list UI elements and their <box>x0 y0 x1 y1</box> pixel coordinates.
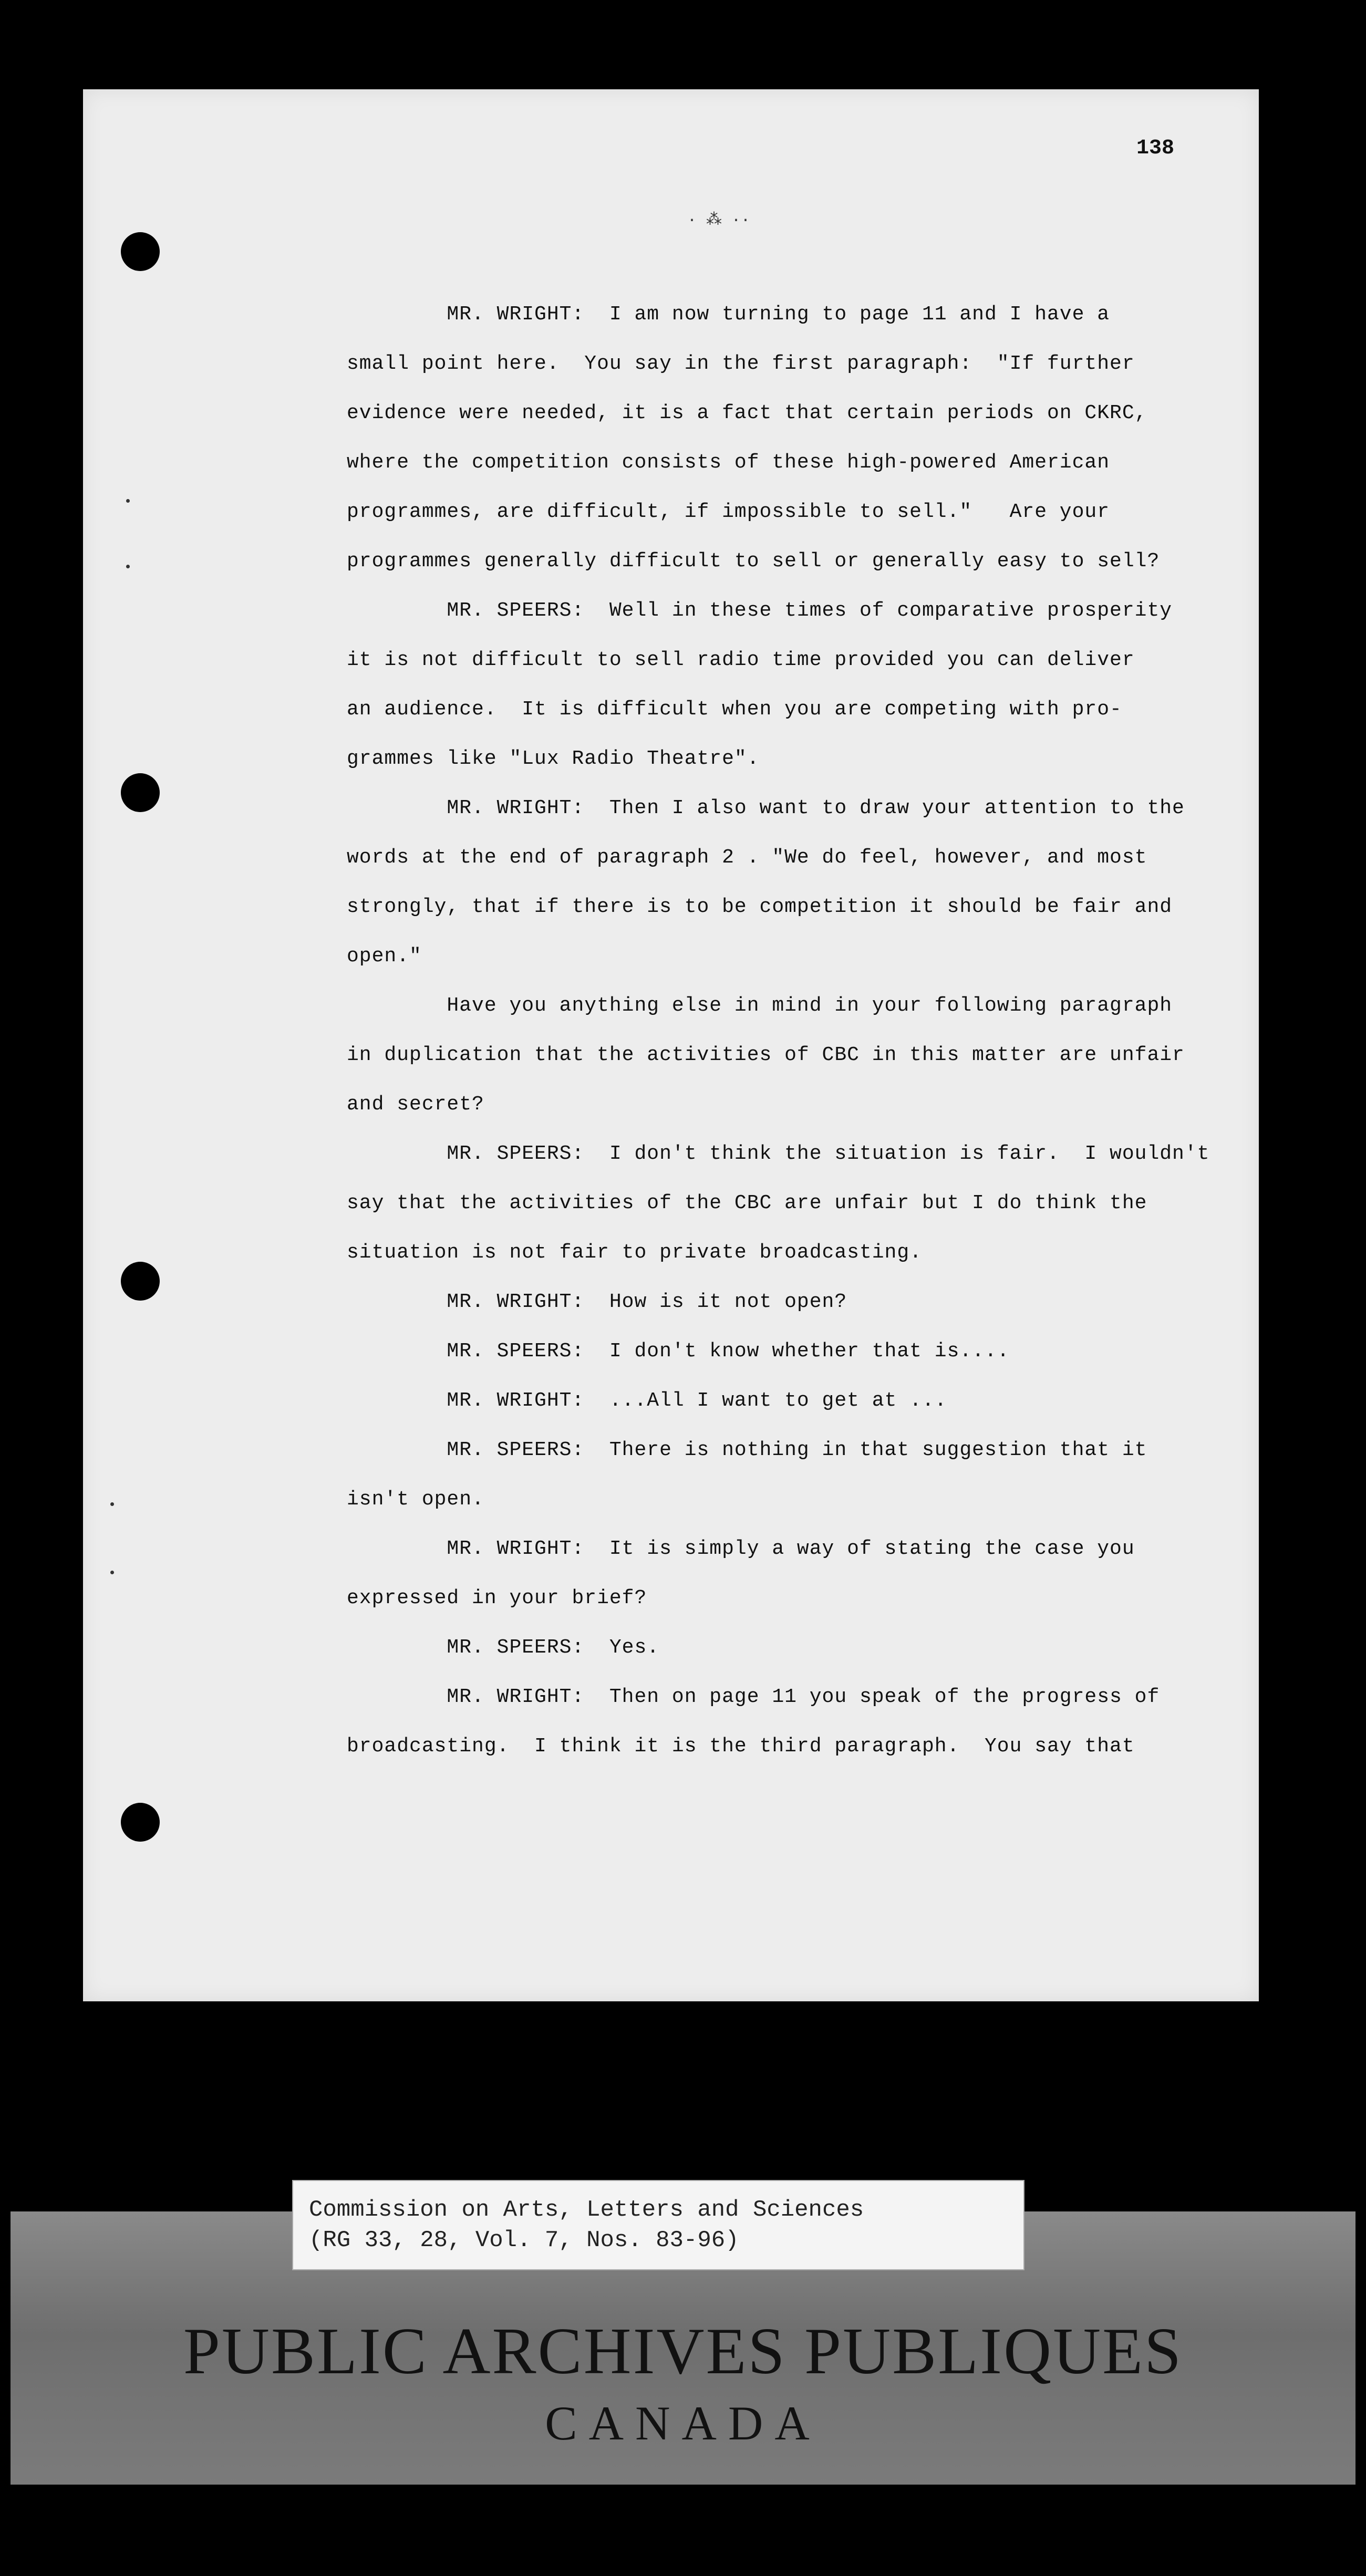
text-line: Have you anything else in mind in your following paragraph <box>347 994 1173 1017</box>
text-line: small point here. You say in the first paragraph: "If further <box>347 352 1135 375</box>
text-line: say that the activities of the CBC are unfair but I do think the <box>347 1192 1147 1214</box>
archive-label-line-2: (RG 33, 28, Vol. 7, Nos. 83-96) <box>309 2227 739 2253</box>
text-line: MR. WRIGHT: ...All I want to get at ... <box>347 1389 947 1412</box>
text-line: expressed in your brief? <box>347 1587 647 1609</box>
text-line: where the competition consists of these high-powered American <box>347 451 1110 474</box>
text-line: an audience. It is difficult when you are competing with pro- <box>347 698 1122 721</box>
text-line: in duplication that the activities of CBC in this matter are unfair <box>347 1044 1185 1066</box>
text-line: situation is not fair to private broadcasting. <box>347 1241 922 1264</box>
text-line: it is not difficult to sell radio time provided you can deliver <box>347 649 1135 671</box>
text-line: evidence were needed, it is a fact that certain periods on CKRC, <box>347 402 1147 424</box>
text-line: MR. WRIGHT: Then I also want to draw your attention to the <box>347 797 1185 819</box>
text-line: isn't open. <box>347 1488 484 1511</box>
text-line: MR. WRIGHT: How is it not open? <box>347 1291 847 1313</box>
scan-specks: · ⁂ ·· <box>687 212 751 230</box>
text-line: MR. SPEERS: Well in these times of comparative prosperity <box>347 599 1173 622</box>
archives-title: PUBLIC ARCHIVES PUBLIQUES <box>183 2315 1183 2388</box>
text-line: MR. SPEERS: There is nothing in that suggestion that it <box>347 1439 1147 1461</box>
text-line: broadcasting. I think it is the third paragraph. You say that <box>347 1735 1135 1758</box>
text-line: open." <box>347 945 422 968</box>
text-line: and secret? <box>347 1093 484 1116</box>
text-line: MR. WRIGHT: I am now turning to page 11 and I have a <box>347 303 1110 326</box>
text-line: programmes, are difficult, if impossible to sell." Are your <box>347 501 1110 523</box>
archives-subtitle: CANADA <box>545 2396 821 2450</box>
text-line: MR. WRIGHT: Then on page 11 you speak of the progress of <box>347 1686 1160 1708</box>
document-page <box>83 89 1259 2001</box>
text-line: MR. SPEERS: Yes. <box>347 1636 660 1659</box>
text-line: MR. SPEERS: I don't know whether that is.... <box>347 1340 1010 1363</box>
text-line: strongly, that if there is to be competition it should be fair and <box>347 896 1173 918</box>
text-line: MR. WRIGHT: It is simply a way of stating the case you <box>347 1538 1135 1560</box>
text-line: programmes generally difficult to sell or generally easy to sell? <box>347 550 1160 573</box>
text-line: MR. SPEERS: I don't think the situation is fair. I wouldn't <box>347 1142 1210 1165</box>
text-line: grammes like "Lux Radio Theatre". <box>347 747 760 770</box>
archive-label-line-1: Commission on Arts, Letters and Sciences <box>309 2197 864 2223</box>
typed-text-block <box>83 89 1259 2001</box>
page-number: 138 <box>1136 137 1175 160</box>
archive-label-card <box>292 2180 1024 2270</box>
text-line: words at the end of paragraph 2 . "We do feel, however, and most <box>347 846 1147 869</box>
